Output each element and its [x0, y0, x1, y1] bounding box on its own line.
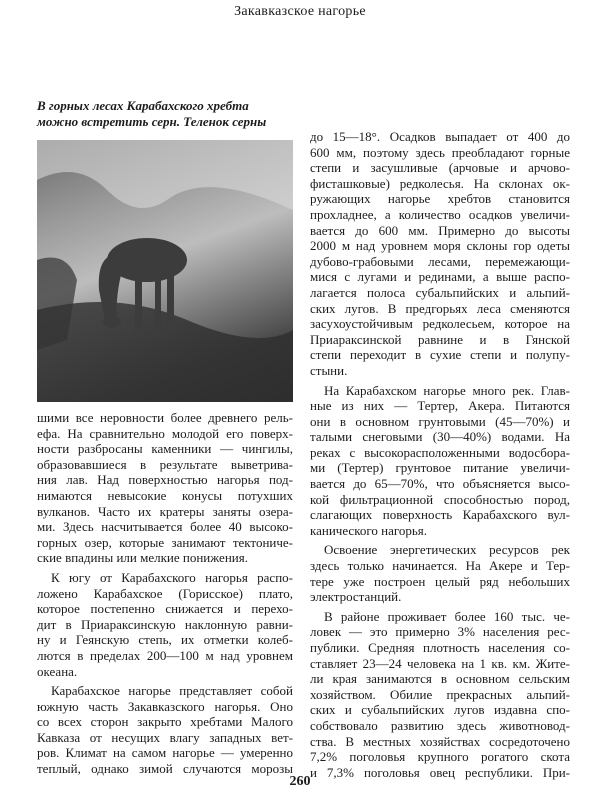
paragraph: [37, 683, 293, 777]
text-line: ружающих нагорье хребтов становится: [310, 191, 570, 207]
text-line: здесь только начинается. На Акере и Тер-: [310, 558, 570, 574]
text-line: степи переходит в сухие степи и полупу-: [310, 347, 570, 363]
text-line: шими все неровности более древнего рель-: [37, 410, 293, 425]
paragraph: [310, 609, 570, 781]
text-line: канического нагорья.: [310, 522, 428, 538]
photo-caption: [37, 98, 297, 130]
text-line: ми. Здесь насчитывается более 40 высоко-: [37, 519, 293, 535]
text-line: 600 мм, поэтому здесь преобладают горные: [310, 144, 570, 160]
text-line: нимаются невысокие конусы потухших: [37, 487, 293, 503]
text-line: образовавшиеся в результате выветрива-: [37, 456, 293, 472]
text-line: вается до 600 мм. Примерно до высоты: [310, 222, 570, 238]
text-line: которое постепенно снижается и перехо-: [37, 601, 293, 617]
text-line: ских лугов. В предгорьях леса сменяются: [310, 300, 570, 316]
right-text-column: [310, 129, 570, 784]
caption-line: В горных лесах Карабахского хребта: [37, 98, 249, 113]
text-line: теплый, однако зимой случаются морозы: [37, 761, 293, 777]
text-line: ми (Тертер) грунтовое питание увеличи-: [310, 460, 570, 476]
text-line: тере уже построен целый ряд небольших: [310, 573, 570, 589]
text-line: Карабахское нагорье представляет собой: [51, 683, 293, 699]
text-line: реках с высокорасположенными водосбора-: [310, 444, 570, 460]
text-line: На Карабахском нагорье много рек. Глав-: [324, 382, 570, 398]
text-line: Кавказа от несущих влагу западных вет-: [37, 729, 293, 745]
text-line: ну и Геянскую степь, их отметки колеб-: [37, 632, 293, 648]
text-line: вается до 65—70%, что объясняется высо-: [310, 476, 570, 492]
text-line: собствовало развитию здесь животновод-: [310, 717, 570, 733]
text-line: ров. Климат на самом нагорье — умеренно: [37, 745, 293, 761]
text-line: степи и засушливые (арчовые и арчово-: [310, 160, 570, 176]
text-line: ния лав. Над поверхностью нагорья под-: [37, 472, 293, 488]
text-line: засухоустойчивым редколесьем, которое на: [310, 316, 570, 332]
text-line: ских и субальпийских лугов издавна спо-: [310, 702, 570, 718]
text-line: ства. В местных хозяйствах сосредоточено: [310, 733, 570, 749]
paragraph: [310, 129, 570, 379]
text-line: ные из них — Тертер, Акера. Питаются: [310, 398, 570, 414]
text-line: ставляет 23—24 человека на 1 кв. км. Жите-: [310, 655, 570, 671]
text-line: со всех сторон закрыто хребтами Малого: [37, 714, 293, 730]
text-line: и 7,3% поголовья овец республики. При-: [310, 764, 570, 780]
text-line: слагающих поверхность Карабахского вул-: [310, 507, 570, 523]
text-line: хозяйством. Обилие прекрасных альпий-: [310, 686, 570, 702]
text-line: стыни.: [310, 362, 348, 378]
text-line: они в основном грунтовыми (45—70%) и: [310, 413, 570, 429]
running-header: Закавказское нагорье: [234, 4, 366, 19]
text-line: мися с лугами и рединами, а выше распо-: [310, 269, 570, 285]
text-line: публики. Средняя плотность населения со-: [310, 640, 570, 655]
chamois-fawn-photo: [37, 140, 293, 402]
paragraph: [37, 570, 293, 679]
paragraph: [310, 542, 570, 604]
text-line: ложено Карабахское (Горисское) плато,: [37, 585, 293, 601]
text-line: 2000 м над уровнем моря склоны гор одеты: [310, 238, 570, 254]
text-line: В районе проживает более 160 тыс. че-: [324, 608, 570, 624]
text-line: дит в Приараксинскую наклонную равни-: [37, 616, 293, 632]
photo-illustration: [37, 140, 293, 402]
text-line: кой фильтрационной способностью пород,: [310, 491, 570, 507]
paragraph: [310, 383, 570, 539]
text-line: лются в пределах 200—100 м над уровнем: [37, 647, 293, 663]
text-line: ефа. На сравнительно молодой его поверх-: [37, 425, 293, 441]
text-line: дубово-грабовыми лесами, перемежающи-: [310, 253, 570, 269]
text-line: талыми снеговыми (30—40%) водами. На: [310, 429, 570, 445]
page-number: 260: [289, 774, 311, 789]
text-line: фисташковые) редколесья. На склонах ок-: [310, 175, 570, 191]
text-line: горных озер, которые занимают тектониче-: [37, 534, 293, 550]
text-line: ские впадины или мелкие понижения.: [37, 550, 248, 566]
text-line: ли края занимаются в основном сельским: [310, 671, 570, 687]
text-line: Приараксинской равнине и в Гянской: [310, 331, 570, 347]
text-line: лагается полоса субальпийских и альпий-: [310, 284, 570, 300]
text-line: электростанций.: [310, 589, 402, 605]
text-line: Освоение энергетических ресурсов рек: [324, 542, 570, 558]
text-line: южную часть Закавказского нагорья. Оно: [37, 698, 293, 714]
paragraph: [37, 410, 293, 566]
text-line: ности разбросаны каменники — чингилы,: [37, 441, 293, 457]
text-line: прохладнее, а количество осадков увеличи-: [310, 206, 570, 222]
text-line: 7,2% поголовья крупного рогатого скота: [310, 749, 570, 765]
text-line: вулканов. Часто их кратеры заняты озера-: [37, 503, 293, 519]
text-line: К югу от Карабахского нагорья распо-: [51, 569, 293, 585]
text-line: ловек — это примерно 3% населения рес-: [310, 624, 570, 640]
left-text-column: [37, 410, 293, 781]
text-line: до 15—18°. Осадков выпадает от 400 до: [310, 129, 570, 144]
text-line: океана.: [37, 663, 78, 679]
caption-line: можно встретить серн. Теленок серны: [37, 114, 267, 129]
